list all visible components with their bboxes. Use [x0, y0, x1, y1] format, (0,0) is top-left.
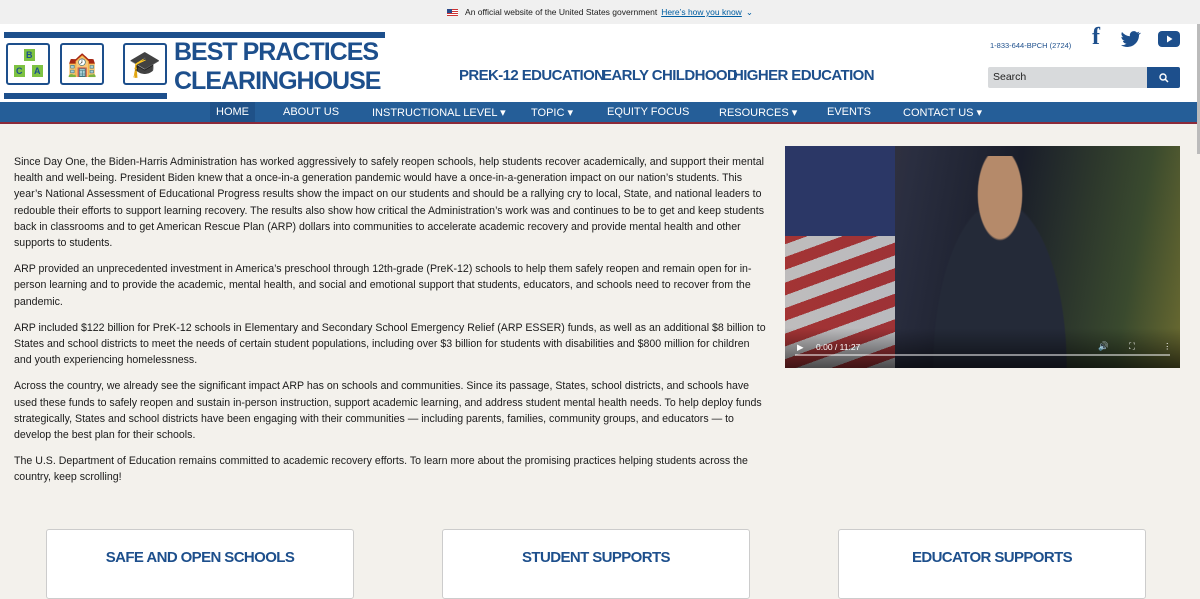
paragraph: Since Day One, the Biden-Harris Administration has worked aggressively to safely reopen schools, help students recover academically, and support their mental health and well-being. President Biden knew that a once-in-a generation pandemic would have a once-in-a-generation impact on our nation’s students. This year’s National Assessment of Educational Progress results show the impact on our students and should be a rallying cry to local, State, and national leaders to redouble their efforts to support learning recovery. The results also show how critical the Administration’s work was and continues to be to get and keep students back in classrooms and to get American Rescue Plan (ARP) dollars into communities to accelerate academic recovery and provide mental health and other supports to students.: [14, 156, 765, 250]
card-student-supports[interactable]: STUDENT SUPPORTS: [442, 529, 750, 599]
abc-blocks-icon: B C A: [6, 43, 50, 85]
video-time: 0:00 / 11:27: [816, 342, 861, 352]
nav-prek12[interactable]: PREK-12 EDUCATION: [459, 67, 605, 84]
logo-line1: BEST PRACTICES: [174, 38, 379, 66]
paragraph: ARP provided an unprecedented investment in America’s preschool through 12th-grade (PreK-12) schools to help them safely reopen and remain open for in-person learning and to provide the academic, mental health, and social and emotional support that students, educators, and schools need to recover from the pandemic.: [14, 263, 752, 308]
nav-equity-focus[interactable]: EQUITY FOCUS: [607, 106, 690, 118]
video-player[interactable]: [785, 146, 1180, 368]
us-flag-icon: [447, 9, 458, 16]
site-header: [0, 24, 1200, 102]
nav-home[interactable]: HOME: [210, 102, 255, 122]
nav-about-us[interactable]: ABOUT US: [283, 106, 340, 118]
search-form: [988, 67, 1180, 88]
site-logo[interactable]: [4, 30, 389, 102]
gov-banner: [0, 0, 1200, 24]
play-icon[interactable]: ▶: [797, 342, 804, 352]
logo-line2: CLEARINGHOUSE: [174, 67, 381, 95]
nav-early-childhood[interactable]: EARLY CHILDHOOD: [602, 67, 738, 84]
graduation-cap-icon: 🎓: [123, 43, 167, 85]
card-safe-and-open-schools[interactable]: SAFE AND OPEN SCHOOLS: [46, 529, 354, 599]
video-controls: [785, 328, 1180, 368]
fullscreen-icon[interactable]: ⛶: [1129, 341, 1135, 351]
top-nav: [0, 102, 1200, 124]
twitter-icon[interactable]: [1121, 31, 1141, 47]
more-options-icon[interactable]: ⋮: [1163, 341, 1172, 351]
card-educator-supports[interactable]: EDUCATOR SUPPORTS: [838, 529, 1146, 599]
heres-how-you-know-link[interactable]: Here’s how you know: [661, 7, 742, 17]
search-icon: [1159, 73, 1169, 83]
volume-icon[interactable]: 🔊: [1098, 341, 1109, 351]
gov-banner-text: An official website of the United States government: [465, 7, 658, 17]
nav-topic[interactable]: TOPIC ▾: [531, 107, 573, 119]
nav-instructional-level[interactable]: INSTRUCTIONAL LEVEL ▾: [372, 107, 506, 119]
nav-resources[interactable]: RESOURCES ▾: [719, 107, 798, 119]
paragraph: Across the country, we already see the significant impact ARP has on schools and communities. Since its passage, States, school districts, and schools have used these funds to safely reopen and sustain in-person instruction, support academic learning, and address student mental health needs. To help deploy funds strategically, States and school districts have been engaging with their communities — including parents, families, community groups, and educators — to develop the best plan for their schools.: [14, 380, 762, 442]
chevron-down-icon[interactable]: ⌄: [745, 6, 753, 17]
nav-higher-education[interactable]: HIGHER EDUCATION: [733, 67, 874, 84]
schoolhouse-icon: 🏫: [60, 43, 104, 85]
nav-events[interactable]: EVENTS: [827, 106, 872, 118]
phone-number[interactable]: 1-833-644-BPCH (2724): [990, 41, 1072, 50]
paragraph: The U.S. Department of Education remains committed to academic recovery efforts. To learn more about the promising practices helping students across the country, keep scrolling!: [14, 455, 748, 484]
search-button[interactable]: [1147, 67, 1180, 88]
paragraph: ARP included $122 billion for PreK-12 schools in Elementary and Secondary School Emergency Relief (ARP ESSER) funds, as well as an additional $8 billion to States and school districts to meet the needs of certain student populations, including over $3 billion for students with disabilities and $800 million for children and youth experiencing homelessness.: [14, 321, 766, 367]
facebook-icon[interactable]: f: [1092, 24, 1100, 50]
nav-contact-us[interactable]: CONTACT US ▾: [903, 107, 983, 119]
intro-text: [14, 154, 766, 496]
video-progress-bar[interactable]: [795, 354, 1170, 356]
search-input[interactable]: Search: [988, 67, 1147, 88]
youtube-icon[interactable]: [1158, 31, 1180, 47]
